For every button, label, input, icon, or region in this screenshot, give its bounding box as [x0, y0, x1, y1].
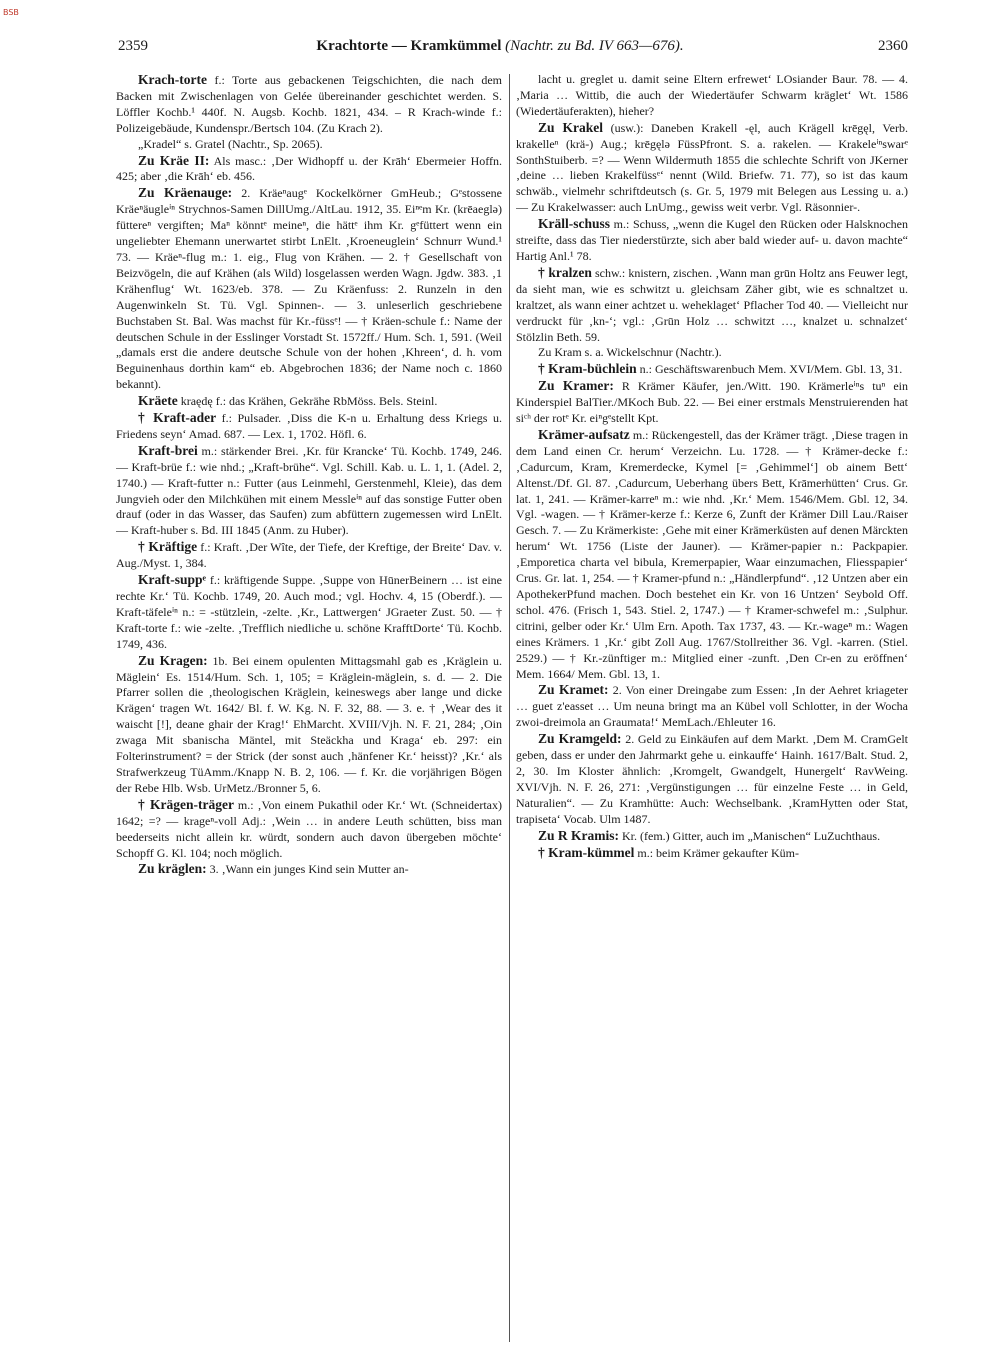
dictionary-entry [116, 137, 502, 153]
entry-text: f.: kräftigende Suppe. ‚Suppe von HūnerBeinern … ist eine rechte Kr.‘ Tü. Kochb. 1749, 20. Auch mod.; vgl. Hochv. 4, 15 (Oberdf.). — Kraft-täfeleⁱⁿ n.: = -stützlein, -zelte. ‚Kr., Lattwergen‘ JGraeter Zust. 50. — † Kraft-torte f.: wie -zelte. ‚Trefflich niedliche u. schöne KrafftDorte‘ Tü. Kochb. 1749, 436. [116, 573, 502, 651]
entry-text: lacht u. greglet u. damit seine Eltern erfrewet‘ LOsiander Baur. 78. — 4. ‚Maria … Wittib, die auch der Wiedertäufer Schwarm kräglet‘ Wt. 1586 (Wiedertäuferakten), hieher? [516, 72, 908, 118]
dictionary-entry [516, 427, 908, 683]
entry-headword: † Kram-büchlein [538, 361, 637, 377]
dictionary-entry [116, 653, 502, 797]
dictionary-entry [116, 572, 502, 653]
dictionary-entry [516, 345, 908, 361]
page-number-right: 2360 [878, 38, 908, 54]
entry-text: n.: Geschäftswarenbuch Mem. XVI/Mem. Gbl. 13, 31. [636, 362, 903, 377]
entry-text: 3. ‚Wann ein junges Kind sein Mutter an- [206, 862, 409, 877]
page-header [70, 38, 930, 62]
entry-text: m.: beim Krämer gekaufter Küm- [634, 845, 799, 860]
dictionary-entry [116, 393, 502, 410]
entry-headword: † Kram-kümmel [538, 844, 635, 860]
entry-headword: Zu kräglen: [138, 861, 207, 877]
dictionary-entry [516, 828, 908, 845]
dictionary-entry [116, 797, 502, 862]
entry-text: schw.: knistern, zischen. ‚Wann man grūn Holtz ans Feuwer legt, da sieht man, wie es schwitzt u. gleichsam Zäher gibt, wie es schnaltzet u. kraltzet, als wann einer achtzet u. weheklaget‘ Pflacher Tod 40. — Vielleicht nur verdruckt für ‚kn-‘; vgl.: ‚Grūn Holz … schwitzt …, knalzet u. schnalzet‘ Stölzlin Beth. 59. [516, 265, 908, 344]
page-number-left: 2359 [118, 38, 148, 54]
entry-text: (usw.): Daneben Krakell -ęl, auch Krägell krēgęl, Verb. krakelleⁿ (krä-) Aug.; krēgęlə FüssPfront. S. a. rakelen. — Krakeleⁱⁿswarᵉ SonthStuiberb. =? — Wenn Wildermuth 1855 die schlechte Schrift von JKerner ‚deine … lieben Krakelfüssᵉ‘ nennt (Wild. Briefw. 71. 77), so ist das kaum schwäb., vielmehr schriftdeutsch (s. Gr. 5, 1979 mit Belegen aus Lessing u. a.) — Zu Krakelwasser: auch LnUmg., gewiss weit verbr. Vgl. Räsonnier-. [516, 120, 908, 215]
dictionary-entry [516, 378, 908, 427]
entry-headword: Kräete [138, 393, 178, 409]
entry-text: 1b. Bei einem opulenten Mittagsmahl gab es ‚Kräglein u. Mäglein‘ Es. 1514/Hum. Sch. 1, 105; = Kräglein-mäglein, s. d. — 2. Die Pfarrer sollen die ‚theologischen Kräglein, keineswegs aber lange und dicke Krägen‘ tragen Wt. 1642/ Bl. f. W. Kg. N. F. 32, 88. — 3. e. † ‚Wear des it waischt [!], deane ghair der Krag!‘ EhMarcht. XVIII/Vjh. N. F. 21, 284; ‚Oin zwaga Mit sbanischa Mäntel, mit Steäckha und Kraga‘ eb. 297: ein Folterinstrument? = der Strick (der sonst auch ‚hänfener Kr.‘ heisst)? ‚Kr.‘ als Strafwerkzeug TüAmm./Knapp N. B. 2, 106. — f. Kr. die vorjährigen Bögen der Rebe Hlb. Wsb. UrMetz./Bronner 5, 6. [116, 653, 502, 795]
entry-text: f.: Kraft. ‚Der Wîte, der Tiefe, der Kreftige, der Breite‘ Dav. v. Aug./Myst. 1, 384. [116, 540, 502, 571]
dictionary-entry [516, 265, 908, 346]
dictionary-entry [516, 72, 908, 120]
left-column [116, 72, 502, 1342]
entry-headword: Zu Kramet: [538, 682, 609, 698]
entry-text: Als masc.: ‚Der Widhopff u. der Krāh‘ Ebermeier Hoffn. 425; aber ‚die Krāh‘ eb. 456. [116, 153, 502, 184]
dictionary-entry [516, 216, 908, 265]
entry-text: R Krämer Käufer, jen./Witt. 190. Krämerleⁱⁿs tuⁿ ein Kinderspiel BalTier./MKoch Bub. 22. — Bei einer erstmals Menstruierenden hat siᶜʰ der rotᵉ Kr. eiⁿgᵉstellt Kpt. [516, 379, 908, 426]
entry-text: 2. Geld zu Einkäufen auf dem Markt. ‚Dem M. CramGelt geben, dass er under den Jahrmarkt gehe u. einkauffe‘ Hainh. 1617/Balt. Stud. 2, 2, 30. Im Kloster ähnlich: ‚Kromgelt, Gwandgelt, Hunergelt‘ RavWeing. XVI/Vjh. N. F. 26, 271: ‚Vergünstigungen … für einzelne Feste … in Geld, Naturalien“. — Zu Kramhütte: Auch: Wechselbank. ‚KramHytten oder Stat, trapiseta‘ Vocab. Ulm 1487. [516, 732, 908, 826]
dictionary-entry [516, 120, 908, 216]
entry-headword: Zu R Kramis: [538, 827, 619, 843]
dictionary-entry [516, 682, 908, 731]
library-stamp: BSB [3, 8, 19, 17]
entry-headword: Zu Kräe II: [138, 152, 210, 168]
entry-text: f.: Torte aus gebackenen Teigschichten, die nach dem Backen mit Zwischenlagen von Gelée übereinander geschichtet werden. S. Löffler Kochb.¹ 440f. N. Augsb. Kochb. 1821, 434. – R Krach-winde f.: Polizeigebäude, Kundenspr./Bertsch 104. (Zu Krach 2). [116, 73, 502, 135]
entry-headword: Krach-torte [138, 72, 207, 87]
entry-text: 2. Kräeⁿaugᵉ Kockelkörner GmHeub.; Gᵉstossene Kräeⁿäugleⁱⁿ Strychnos-Samen DillUmg./AltLau. 1912, 35. Eiⁿᵉm Kr. (krēaeglə) füttereⁿ vergiften; Maⁿ könntᵉ meineⁿ, die hättᵉ ihm Kr. gᵉfüttert wenn ein ungeliebter Ehemann unerwartet stirbt LnElt. ‚Kroeneuglein‘ Schnurr Wund.¹ 73. — Kräeⁿ-flug m.: 1. eig., Flug von Krähen. — 2. † Gesellschaft von Beizvögeln, die auf Krähen (als Wild) losgelassen werden Wagn. Jgdw. 383. ‚1 Krähenflug‘ Wt. 1623/eb. 378. — Zu Kräenfuss: 2. Runzeln in den Augenwinkeln St. Tü. Vgl. Spinnen-. — 3. unleserlich geschriebene Buchstaben St. Bal. Was machst für Kr.-füssᵉ! — † Kräen-schule f.: Name der deutschen Schule in der Esslinger Vorstadt St. 1572ff./ Hum. Sch. 1, 591. (Weil „damals erst die andere deutsche Schule von der hohen ‚Khreen‘, d. h. vom Beguinenhaus dorthin kam“ eb. Abgebrochen 1836; der Name noch c. 1860 bekannt). [116, 186, 502, 392]
entry-text: Kr. (fem.) Gitter, auch im „Manischen“ LuZuchthaus. [619, 828, 881, 843]
dictionary-entry [516, 845, 908, 862]
entry-headword: Zu Kragen: [138, 652, 208, 668]
entry-text: 2. Von einer Dreingabe zum Essen: ‚In der Aehret kriageter … guet z'easset … Um neuna bringt ma an Kübel voll Schlotter, in der Wocha zwoi-dreimola an Graumata!‘ MemLach./Ehleuter 16. [516, 683, 908, 730]
entry-text: f.: Pulsader. ‚Diss die K-n u. Erhaltung dess Kriegs u. Friedens seyn‘ Amad. 687. — Lex. 1, 1702. Höfl. 6. [116, 411, 502, 441]
dictionary-entry [116, 539, 502, 572]
right-column [516, 72, 908, 1342]
dictionary-entry [116, 443, 502, 539]
entry-headword: Kraft-suppᵉ [138, 572, 207, 588]
dictionary-entry [516, 361, 908, 378]
entry-text: Zu Kram s. a. Wickelschnur (Nachtr.). [538, 345, 722, 360]
entry-text: m.: Schuss, „wenn die Kugel den Rücken oder Halsknochen streifte, dass das Tier niederstürzte, sich aber bald wieder auf- u. davon machte“ Hartig Anl.¹ 78. [516, 217, 908, 263]
entry-headword: † Krägen-träger [138, 796, 234, 812]
entry-headword: Zu Krakel [538, 119, 603, 135]
running-head-title: Krachtorte — Kramkümmel [316, 38, 502, 54]
running-head-reference: (Nachtr. zu Bd. IV 663—676). [505, 38, 684, 54]
entry-headword: Kräll-schuss [538, 216, 611, 232]
entry-text: kraędę f.: das Krähen, Gekrähe RbMöss. Bels. Steinl. [177, 394, 438, 409]
entry-headword: Zu Kräenauge: [138, 185, 233, 201]
entry-headword: † Kraft-ader [138, 410, 217, 426]
dictionary-entry [116, 153, 502, 186]
entry-headword: † kralzen [538, 264, 592, 280]
dictionary-entry [116, 861, 502, 878]
entry-headword: Zu Kramgeld: [538, 731, 622, 747]
dictionary-entry [116, 185, 502, 393]
dictionary-entry [116, 410, 502, 443]
entry-text: m.: ‚Von einem Pukathil oder Kr.‘ Wt. (Schneidertax) 1642; =? — krageⁿ-voll Adj.: ‚Wein … in andere Leuth schütten, biss man beederseits nicht allein kr. würdt, sondern auch davon übergeben möchte‘ Schopff G. Kl. 104; noch möglich. [116, 797, 502, 860]
dictionary-entry [516, 731, 908, 827]
entry-headword: Zu Kramer: [538, 378, 614, 394]
entry-text: m.: stärkender Brei. ‚Kr. für Krancke‘ Tü. Kochb. 1749, 246. — Kraft-brüe f.: wie nhd.; „Kraft-brühe“. Vgl. Schill. Kab. u. L. 1, 1. (Adel. 2, 1740.) — Kraft-futter n.: Futter (aus Leinmehl, Gerstenmehl, Kleie), das dem Jungvieh oder den Milchkühen mit einem Messleⁱⁿ auf das sonstige Futter oben drauf (oder in das Wasser, das Saufen) zum abfüttern zugemessen wird LnElt. — Kraft-huber s. Bd. III 1845 (Anm. zu Huber). [116, 443, 502, 538]
entry-text: m.: Rückengestell, das der Krämer trägt. ‚Diese tragen in dem Land einen Cr. herum‘ Verzeichn. Lu. 1728. — † Krämer-decke f.: ‚Cadurcum, Kram, Kremerdecke, Kymel [= ‚Gehimmel‘] ob ainem Bett‘ Altenst./Df. Gl. 87. ‚Cadurcum, Ueberhang übers Bett, Krāmerhütten‘ Crus. Gr. lat. 1, 241. — Krämer-karreⁿ m.: wie nhd. ‚Kr.‘ Mem. 1546/Mem. Gbl. 12, 34. Vgl. -wagen. — † Krämer-kerze f.: Kerze 6, Zunft der Krämer Dill Lau./Raiser Gesch. 7. — Zu Krämerkiste: ‚Gehe mit einer Krämerküsten auf denen Märckten herum‘ Wt. 1756 (Liste der Jauner). — Krämer-papier n.: Packpapier. ‚Emporetica charta vel bibula, Kremerpapier, Waar einzumachen, Fliesspapier‘ Crus. Gr. lat. 1, 254. — † Kramer-pfund n.: „Händlerpfund“. ‚12 Untzen aber ein ApothekerPfund machen. Doch bestehet ein Kr. von 16 Untzen‘ Seybold Off. schol. 476. (Frisch 1, 543. Stiel. 2, 1747.) — † Kramer-schwefel m.: ‚Sulphur. citrini, gelber oder Kr.‘ Ulm Ern. Apoth. Tax 1737, 43. — Kr.-wageⁿ m.: Wagen eines Krämers. 1 ‚Kr.‘ gibt Zoll Aug. 1767/Stollreither 36. Vgl. -karren. (Stiel. 2529.) — † Kr.-zünftiger m.: Mitglied einer -zunft. ‚Den Cr-en zu eröffnen‘ Mem. 1664/ Mem. Gbl. 13, 1. [516, 427, 908, 681]
entry-headword: Krämer-aufsatz [538, 426, 630, 442]
column-divider [509, 74, 510, 1342]
dictionary-entry [116, 72, 502, 137]
entry-text: „Kradel“ s. Gratel (Nachtr., Sp. 2065). [138, 136, 323, 151]
entry-headword: Kraft-brei [138, 442, 198, 458]
running-head [70, 38, 930, 55]
entry-headword: † Kräftige [138, 539, 198, 555]
